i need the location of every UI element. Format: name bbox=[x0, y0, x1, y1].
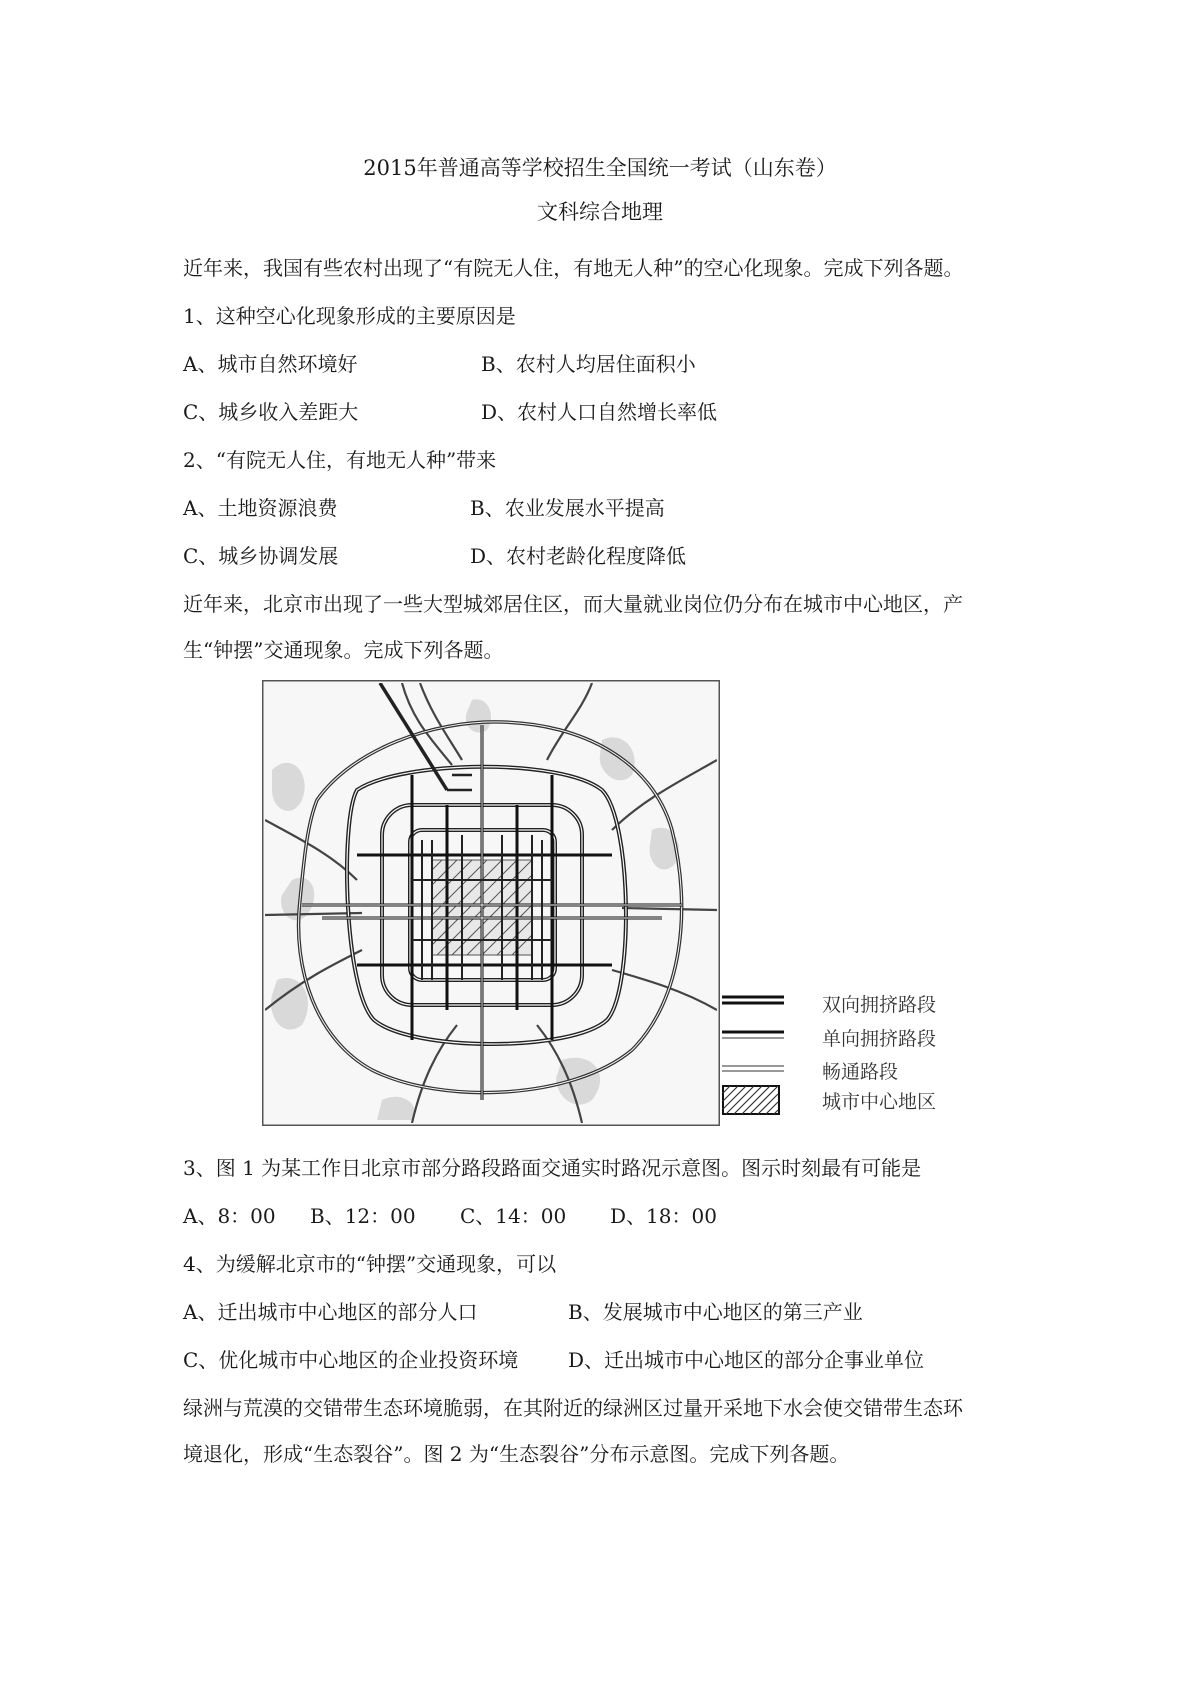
question-2-stem: 2、“有院无人住，有地无人种”带来 bbox=[183, 448, 497, 472]
question-4-stem: 4、为缓解北京市的“钟摆”交通现象，可以 bbox=[183, 1252, 557, 1276]
question-1-stem: 1、这种空心化现象形成的主要原因是 bbox=[183, 304, 516, 328]
beijing-traffic-map bbox=[262, 680, 720, 1126]
exam-subtitle: 文科综合地理 bbox=[537, 200, 663, 224]
legend-label-one-way: 单向拥挤路段 bbox=[822, 1028, 937, 1050]
q3-option-a: A、8：00 bbox=[183, 1204, 276, 1228]
intro-paragraph-1: 近年来，我国有些农村出现了“有院无人住，有地无人种”的空心化现象。完成下列各题。 bbox=[183, 256, 964, 280]
legend-symbol-two-way bbox=[722, 992, 784, 1014]
q2-option-d: D、农村老龄化程度降低 bbox=[470, 544, 687, 568]
q2-option-c: C、城乡协调发展 bbox=[183, 544, 339, 568]
q1-option-d: D、农村人口自然增长率低 bbox=[481, 400, 718, 424]
q3-option-b: B、12：00 bbox=[310, 1204, 416, 1228]
question-3-stem: 3、图 1 为某工作日北京市部分路段路面交通实时路况示意图。图示时刻最有可能是 bbox=[183, 1156, 922, 1180]
q2-option-a: A、土地资源浪费 bbox=[183, 496, 338, 520]
legend-label-clear: 畅通路段 bbox=[822, 1061, 899, 1083]
q4-option-c: C、优化城市中心地区的企业投资环境 bbox=[183, 1348, 519, 1372]
q1-option-c: C、城乡收入差距大 bbox=[183, 400, 359, 424]
legend-label-two-way: 双向拥挤路段 bbox=[822, 994, 937, 1016]
intro-paragraph-2-line-1: 近年来，北京市出现了一些大型城郊居住区，而大量就业岗位仍分布在城市中心地区，产 bbox=[183, 592, 963, 616]
intro-paragraph-3-line-1: 绿洲与荒漠的交错带生态环境脆弱，在其附近的绿洲区过量开采地下水会使交错带生态环 bbox=[183, 1396, 963, 1420]
intro-paragraph-2-line-2: 生“钟摆”交通现象。完成下列各题。 bbox=[183, 638, 504, 662]
q1-option-a: A、城市自然环境好 bbox=[183, 352, 358, 376]
exam-title: 2015年普通高等学校招生全国统一考试（山东卷） bbox=[363, 156, 837, 180]
legend-symbol-city-center bbox=[722, 1085, 784, 1117]
q1-option-b: B、农村人均居住面积小 bbox=[481, 352, 696, 376]
legend-symbol-clear bbox=[722, 1059, 784, 1081]
legend-symbol-one-way bbox=[722, 1026, 784, 1048]
q4-option-b: B、发展城市中心地区的第三产业 bbox=[568, 1300, 863, 1324]
q2-option-b: B、农业发展水平提高 bbox=[470, 496, 665, 520]
q3-option-d: D、18：00 bbox=[610, 1204, 717, 1228]
q4-option-d: D、迁出城市中心地区的部分企事业单位 bbox=[568, 1348, 925, 1372]
legend-label-city-center: 城市中心地区 bbox=[822, 1091, 937, 1113]
intro-paragraph-3-line-2: 境退化，形成“生态裂谷”。图 2 为“生态裂谷”分布示意图。完成下列各题。 bbox=[183, 1442, 850, 1466]
q3-option-c: C、14：00 bbox=[460, 1204, 567, 1228]
q4-option-a: A、迁出城市中心地区的部分人口 bbox=[183, 1300, 478, 1324]
